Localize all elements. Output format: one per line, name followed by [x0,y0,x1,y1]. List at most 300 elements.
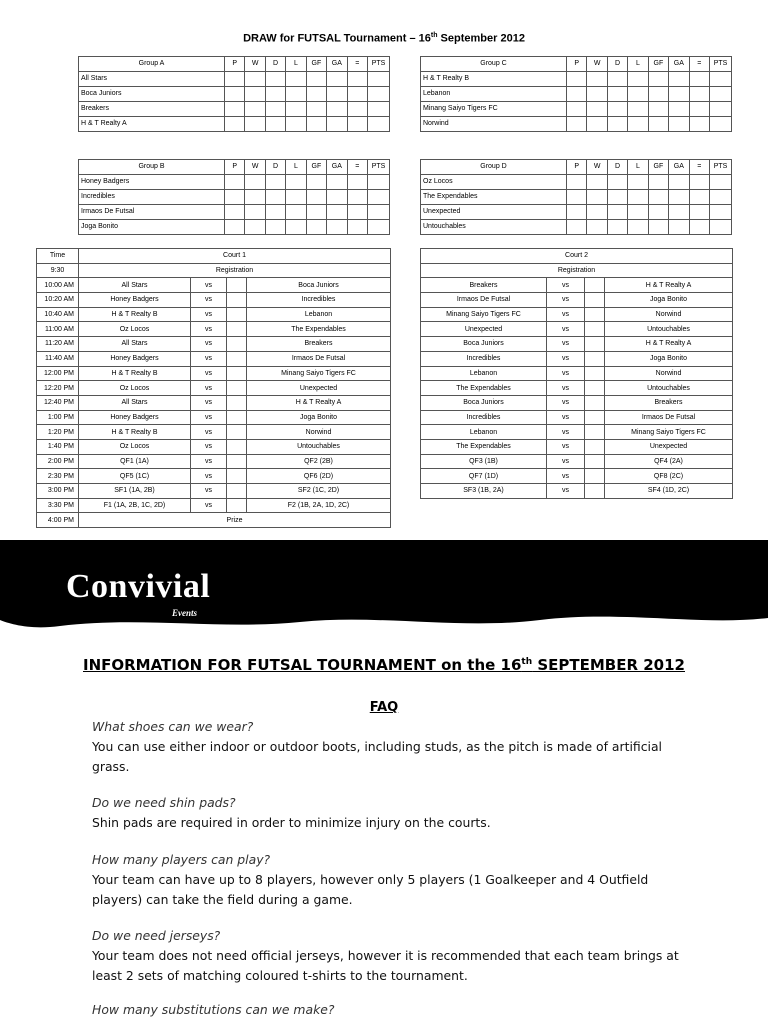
stat-cell [306,175,326,190]
team-away: Incredibles [247,293,391,308]
stat-cell [265,220,285,235]
time-cell: 1:20 PM [37,425,79,440]
team-away: H & T Realty A [605,337,733,352]
faq-answer: Shin pads are required in order to minimize injury on the courts. [92,815,491,830]
vs-label: vs [191,366,227,381]
stat-cell [327,102,347,117]
group-name: Group D [421,160,567,175]
team-away: Breakers [247,337,391,352]
team-home: All Stars [79,395,191,410]
team-home: H & T Realty B [79,425,191,440]
table-row [421,190,732,205]
team-away: Untouchables [605,381,733,396]
table-row [79,102,390,117]
draw-title: DRAW for FUTSAL Tournament – 16th September 2012 [243,32,525,45]
stat-cell [567,72,587,87]
table-row [421,410,733,425]
stat-cell [689,87,709,102]
stat-cell [265,102,285,117]
score-cell [585,322,605,337]
stat-cell [347,220,367,235]
team-name: Joga Bonito [79,220,225,235]
team-home: QF3 (1B) [421,454,547,469]
time-cell: 1:40 PM [37,439,79,454]
team-away: Minang Saiyo Tigers FC [605,425,733,440]
team-away: QF6 (2D) [247,469,391,484]
faq-question: Do we need shin pads? [92,795,236,810]
team-away: Joga Bonito [247,410,391,425]
table-row [421,87,732,102]
stat-header: L [286,160,306,175]
stat-cell [607,205,627,220]
team-home: All Stars [79,278,191,293]
stat-header: = [689,160,709,175]
stat-header: GA [669,57,689,72]
score-cell [227,278,247,293]
table-row [421,454,733,469]
team-home: Incredibles [421,351,547,366]
team-away: Irmaos De Futsal [247,351,391,366]
schedule-court1 [36,248,391,528]
stat-cell [225,190,245,205]
team-away: Joga Bonito [605,293,733,308]
stat-cell [347,102,367,117]
stat-cell [567,117,587,132]
team-away: Norwind [605,366,733,381]
stat-cell [567,87,587,102]
court-header: Court 1 [79,249,391,264]
stat-cell [689,205,709,220]
stat-cell [368,190,390,205]
stat-header: D [265,160,285,175]
stat-cell [567,205,587,220]
group-name: Group C [421,57,567,72]
vs-label: vs [191,293,227,308]
team-away: SF2 (1C, 2D) [247,484,391,499]
vs-label: vs [547,322,585,337]
stat-header: GA [327,160,347,175]
stat-cell [225,205,245,220]
table-row [79,87,390,102]
convivial-logo: Convivial [66,568,211,605]
faq-heading: FAQ [369,700,399,715]
team-home: The Expendables [421,439,547,454]
vs-label: vs [191,425,227,440]
stat-cell [567,190,587,205]
stat-cell [607,220,627,235]
team-name: H & T Realty B [421,72,567,87]
team-away: Unexpected [247,381,391,396]
table-row [37,263,391,278]
stat-cell [225,102,245,117]
vs-label: vs [547,484,585,499]
team-home: Boca Juniors [421,337,547,352]
team-away: The Expendables [247,322,391,337]
stat-cell [607,175,627,190]
team-home: Oz Locos [79,322,191,337]
score-cell [585,293,605,308]
team-name: Incredibles [79,190,225,205]
team-away: QF8 (2C) [605,469,733,484]
stat-header: GA [327,57,347,72]
vs-label: vs [191,395,227,410]
faq-item [92,850,692,910]
team-away: Minang Saiyo Tigers FC [247,366,391,381]
table-row [37,454,391,469]
stat-header: L [286,57,306,72]
team-name: All Stars [79,72,225,87]
team-home: Breakers [421,278,547,293]
team-away: Boca Juniors [247,278,391,293]
stat-header: W [245,57,265,72]
table-row [37,381,391,396]
score-cell [227,307,247,322]
vs-label: vs [191,337,227,352]
group-name: Group B [79,160,225,175]
table-row [37,484,391,499]
vs-label: vs [191,454,227,469]
stat-cell [689,117,709,132]
table-row [37,351,391,366]
vs-label: vs [191,484,227,499]
stat-cell [225,87,245,102]
stat-cell [368,205,390,220]
vs-label: vs [191,498,227,513]
vs-label: vs [191,469,227,484]
team-away: Unexpected [605,439,733,454]
vs-label: vs [547,454,585,469]
stat-cell [710,175,732,190]
faq-answer: You can use either indoor or outdoor boots, including studs, as the pitch is made of artificial grass. [92,739,662,774]
stat-cell [265,175,285,190]
stat-cell [628,190,648,205]
table-row [79,175,390,190]
stat-cell [286,190,306,205]
table-row [37,513,391,528]
faq-question: How many substitutions can we make? [92,1002,335,1017]
stat-header: D [607,57,627,72]
stat-header: W [587,57,607,72]
table-row [421,307,733,322]
stat-cell [245,87,265,102]
table-row [79,205,390,220]
stat-cell [628,117,648,132]
registration-cell: Registration [79,263,391,278]
table-row [421,337,733,352]
stat-cell [587,205,607,220]
vs-label: vs [547,366,585,381]
stat-cell [628,220,648,235]
vs-label: vs [547,381,585,396]
registration-cell: Registration [421,263,733,278]
team-away: Joga Bonito [605,351,733,366]
vs-label: vs [191,278,227,293]
court-header: Court 2 [421,249,733,264]
score-cell [227,454,247,469]
score-cell [585,381,605,396]
vs-label: vs [547,337,585,352]
team-home: QF7 (1D) [421,469,547,484]
vs-label: vs [191,322,227,337]
time-cell: 10:00 AM [37,278,79,293]
vs-label: vs [547,469,585,484]
stat-cell [587,87,607,102]
score-cell [585,484,605,499]
stat-cell [327,117,347,132]
team-home: Honey Badgers [79,410,191,425]
table-row [37,366,391,381]
score-cell [585,395,605,410]
stat-header: PTS [710,57,732,72]
team-away: Lebanon [247,307,391,322]
time-cell: 12:40 PM [37,395,79,410]
table-row [37,395,391,410]
stat-cell [368,102,390,117]
stat-cell [265,87,285,102]
table-row [421,205,732,220]
team-home: SF1 (1A, 2B) [79,484,191,499]
stat-cell [368,220,390,235]
stat-header: GF [306,160,326,175]
table-row [37,337,391,352]
stat-header: GF [648,160,668,175]
stat-cell [567,102,587,117]
stat-cell [245,72,265,87]
faq-question: What shoes can we wear? [92,719,254,734]
stat-cell [368,117,390,132]
stat-cell [628,102,648,117]
team-home: QF5 (1C) [79,469,191,484]
stat-header: = [347,160,367,175]
stat-cell [286,72,306,87]
stat-cell [648,87,668,102]
stat-header: L [628,57,648,72]
table-row [79,190,390,205]
group-table-b [78,159,390,235]
table-row [37,307,391,322]
score-cell [585,307,605,322]
stat-cell [628,72,648,87]
stat-cell [607,72,627,87]
stat-cell [265,72,285,87]
table-row [421,117,732,132]
team-away: QF2 (2B) [247,454,391,469]
stat-cell [347,72,367,87]
team-home: All Stars [79,337,191,352]
stat-cell [245,175,265,190]
score-cell [227,293,247,308]
stat-cell [648,220,668,235]
stat-cell [648,102,668,117]
stat-cell [689,190,709,205]
time-cell: 9:30 [37,263,79,278]
vs-label: vs [547,439,585,454]
score-cell [585,366,605,381]
team-home: Unexpected [421,322,547,337]
time-cell: 11:00 AM [37,322,79,337]
table-row [421,220,732,235]
stat-cell [306,220,326,235]
faq-item [92,926,692,986]
score-cell [227,439,247,454]
score-cell [227,395,247,410]
stat-header: P [225,57,245,72]
stat-cell [347,190,367,205]
table-row [421,249,733,264]
table-row [421,351,733,366]
stat-cell [648,72,668,87]
stat-cell [306,117,326,132]
stat-cell [327,175,347,190]
table-row [37,425,391,440]
vs-label: vs [547,351,585,366]
score-cell [585,278,605,293]
stat-header: L [628,160,648,175]
team-away: SF4 (1D, 2C) [605,484,733,499]
team-home: Honey Badgers [79,293,191,308]
stat-header: GA [669,160,689,175]
vs-label: vs [547,278,585,293]
stat-cell [587,190,607,205]
table-row [421,366,733,381]
score-cell [585,454,605,469]
stat-cell [669,117,689,132]
team-name: Unexpected [421,205,567,220]
stat-cell [347,117,367,132]
stat-header: PTS [710,160,732,175]
stat-cell [669,72,689,87]
stat-cell [710,117,732,132]
time-cell: 11:20 AM [37,337,79,352]
stat-cell [669,205,689,220]
table-row [37,278,391,293]
stat-cell [607,190,627,205]
stat-header: GF [648,57,668,72]
time-cell: 2:00 PM [37,454,79,469]
time-cell: 10:40 AM [37,307,79,322]
score-cell [227,381,247,396]
team-name: Oz Locos [421,175,567,190]
table-row [37,439,391,454]
stat-cell [327,72,347,87]
stat-cell [245,102,265,117]
stat-cell [306,102,326,117]
logo-subtitle: Events [172,608,198,618]
team-name: Irmaos De Futsal [79,205,225,220]
time-cell: 4:00 PM [37,513,79,528]
team-home: Oz Locos [79,439,191,454]
stat-cell [648,175,668,190]
stat-cell [327,205,347,220]
table-row [421,263,733,278]
score-cell [227,410,247,425]
score-cell [585,469,605,484]
faq-question: Do we need jerseys? [92,928,221,943]
team-name: Untouchables [421,220,567,235]
stat-cell [347,205,367,220]
vs-label: vs [547,395,585,410]
stat-cell [628,175,648,190]
team-name: Honey Badgers [79,175,225,190]
stat-cell [669,175,689,190]
table-row [421,439,733,454]
stat-cell [607,87,627,102]
table-row [421,175,732,190]
stat-header: PTS [368,57,390,72]
time-cell: 2:30 PM [37,469,79,484]
stat-cell [710,87,732,102]
faq-answer: Your team does not need official jerseys, however it is recommended that each team brings at least 2 sets of matching coloured t-shirts to the tournament. [92,948,679,983]
stat-cell [710,220,732,235]
group-table-d [420,159,732,235]
stat-cell [327,220,347,235]
team-name: The Expendables [421,190,567,205]
team-name: H & T Realty A [79,117,225,132]
table-row [79,220,390,235]
stat-cell [347,175,367,190]
stat-cell [669,87,689,102]
team-home: Honey Badgers [79,351,191,366]
stat-cell [245,190,265,205]
table-row [37,293,391,308]
group-header-row [79,160,390,175]
stat-cell [306,190,326,205]
stat-cell [286,205,306,220]
stat-header: = [347,57,367,72]
team-home: Minang Saiyo Tigers FC [421,307,547,322]
group-table-a [78,56,390,132]
stat-cell [587,117,607,132]
prize-cell: Prize [79,513,391,528]
table-row [421,381,733,396]
vs-label: vs [547,293,585,308]
group-header-row [421,57,732,72]
stat-cell [689,220,709,235]
score-cell [227,498,247,513]
stat-cell [628,205,648,220]
team-name: Breakers [79,102,225,117]
stat-cell [648,205,668,220]
table-row [79,117,390,132]
time-cell: 10:20 AM [37,293,79,308]
stat-header: D [265,57,285,72]
vs-label: vs [191,381,227,396]
stat-cell [669,102,689,117]
vs-label: vs [191,351,227,366]
faq-item [92,717,692,777]
time-header: Time [37,249,79,264]
table-row [421,102,732,117]
stat-cell [607,117,627,132]
stat-cell [306,87,326,102]
table-row [37,469,391,484]
team-away: H & T Realty A [605,278,733,293]
group-name: Group A [79,57,225,72]
stat-cell [327,190,347,205]
team-name: Norwind [421,117,567,132]
team-away: H & T Realty A [247,395,391,410]
team-away: Irmaos De Futsal [605,410,733,425]
stat-header: PTS [368,160,390,175]
stat-cell [265,190,285,205]
table-row [37,410,391,425]
score-cell [227,366,247,381]
stat-header: P [567,57,587,72]
team-name: Minang Saiyo Tigers FC [421,102,567,117]
team-away: Untouchables [247,439,391,454]
table-row [37,322,391,337]
stat-cell [286,220,306,235]
